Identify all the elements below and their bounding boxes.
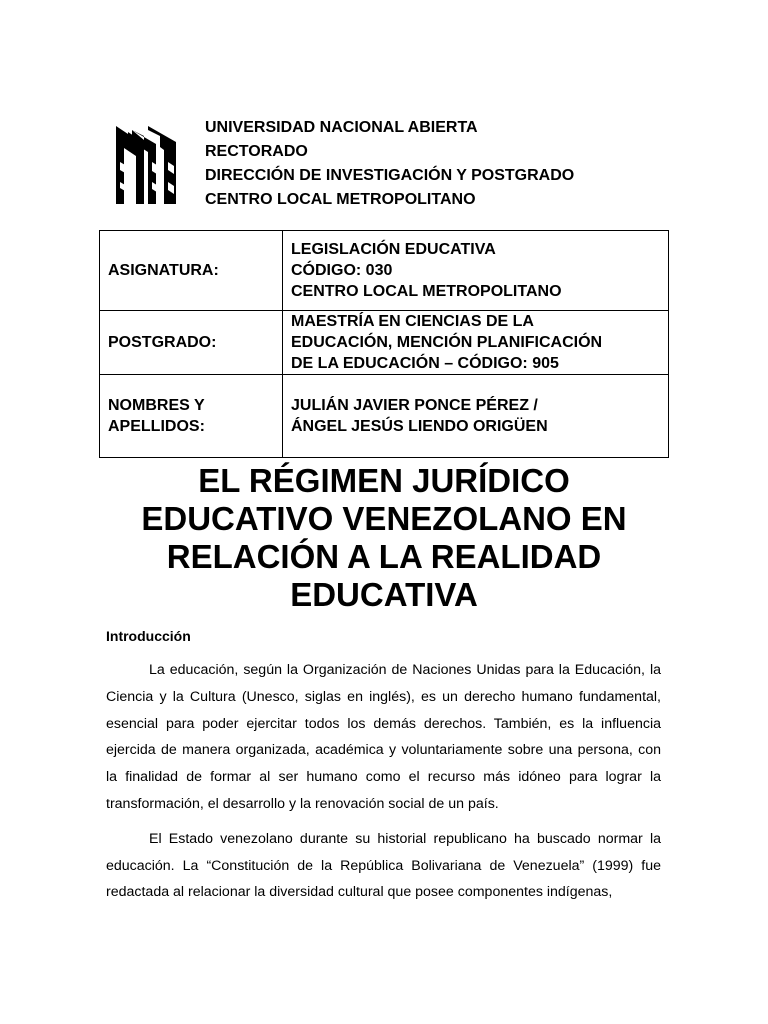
section-heading: Introducción bbox=[106, 628, 191, 644]
label-text: POSTGRADO: bbox=[108, 334, 217, 351]
institution-header bbox=[104, 116, 664, 216]
university-logo-icon bbox=[114, 122, 178, 208]
label-line: APELLIDOS: bbox=[108, 418, 205, 435]
institution-line: DIRECCIÓN DE INVESTIGACIÓN Y POSTGRADO bbox=[205, 167, 575, 184]
table-row bbox=[100, 231, 669, 311]
title-line: EL RÉGIMEN JURÍDICO bbox=[198, 462, 570, 499]
document-title bbox=[99, 462, 669, 614]
institution-line: UNIVERSIDAD NACIONAL ABIERTA bbox=[205, 119, 478, 136]
row-value bbox=[283, 311, 669, 375]
row-label bbox=[100, 311, 283, 375]
row-value bbox=[283, 375, 669, 458]
table-row bbox=[100, 375, 669, 458]
title-line: RELACIÓN A LA REALIDAD bbox=[166, 538, 602, 575]
value-line: EDUCACIÓN, MENCIÓN PLANIFICACIÓN bbox=[291, 334, 603, 351]
title-line: EDUCATIVA bbox=[290, 576, 478, 613]
title-line: EDUCATIVO VENEZOLANO EN bbox=[141, 500, 627, 537]
row-label bbox=[100, 231, 283, 311]
label-text: ASIGNATURA: bbox=[108, 262, 219, 279]
institution-name-block bbox=[205, 116, 574, 212]
institution-line: CENTRO LOCAL METROPOLITANO bbox=[205, 191, 476, 208]
paragraph: La educación, según la Organización de Naciones Unidas para la Educación, la Ciencia y la Cultura (Unesco, siglas en inglés), es un derecho humano fundamental, esencial para poder ejercitar todos los demás derechos. También, es la influencia ejercida de manera organizada, académica y voluntariamente sobre una persona, con la finalidad de formar al ser humano como el recurso más idóneo para lograr la transformación, el desarrollo y la renovación social de un país. bbox=[106, 662, 661, 812]
value-line: LEGISLACIÓN EDUCATIVA bbox=[291, 241, 496, 258]
institution-line: RECTORADO bbox=[205, 143, 308, 160]
body-text bbox=[106, 657, 661, 914]
course-info-table bbox=[99, 230, 669, 458]
row-label bbox=[100, 375, 283, 458]
value-line: CENTRO LOCAL METROPOLITANO bbox=[291, 283, 562, 300]
value-line: MAESTRÍA EN CIENCIAS DE LA bbox=[291, 313, 534, 330]
paragraph: El Estado venezolano durante su historial republicano ha buscado normar la educación. La “Constitución de la República Bolivariana de Venezuela” (1999) fue redactada al relacionar la diversidad cultural que posee componentes indígenas, bbox=[106, 830, 661, 901]
table-row bbox=[100, 311, 669, 375]
row-value bbox=[283, 231, 669, 311]
label-line: NOMBRES Y bbox=[108, 397, 205, 414]
value-line: JULIÁN JAVIER PONCE PÉREZ / bbox=[291, 397, 538, 414]
value-line: DE LA EDUCACIÓN – CÓDIGO: 905 bbox=[291, 355, 559, 372]
value-line: ÁNGEL JESÚS LIENDO ORIGÜEN bbox=[291, 418, 548, 435]
value-line: CÓDIGO: 030 bbox=[291, 262, 393, 279]
